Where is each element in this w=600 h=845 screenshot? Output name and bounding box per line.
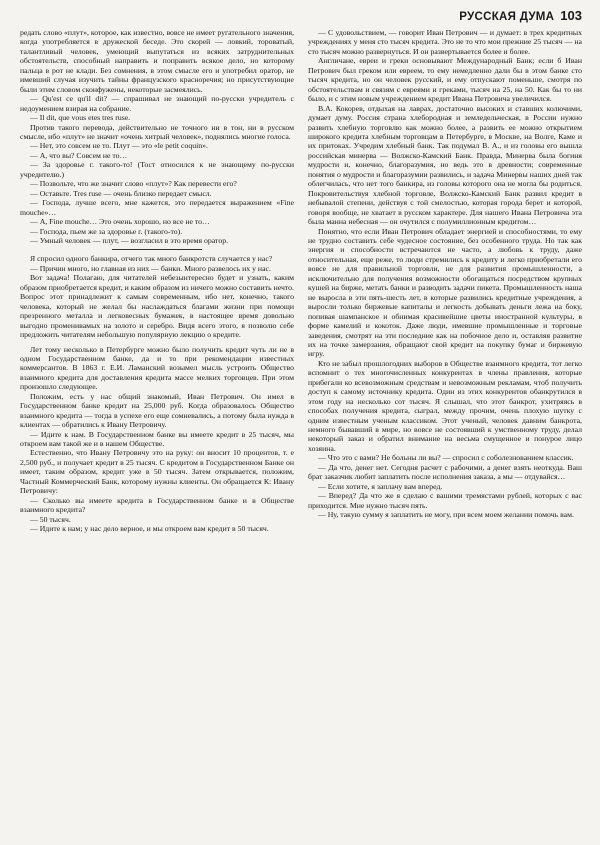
left-column	[20, 28, 294, 837]
paragraph: Лет тому несколько в Петербурге можно было получить кредит чуть ли не в одном Государственном банке, да и то при рекомендации известных коммерсантов. В 1863 г. Е.И. Ламанский возымел мысль устроить Общество взаимного кредита для доставления кредита массе мелких торговцев. При этом произошло следующее.	[20, 344, 294, 392]
paragraph: редать слово «плут», которое, как известно, вовсе не имеет ругательного значения, когда употребляется в дружеской беседе. Это скорей — ловкий, тороватый, талантливый человек, умеющий выпутаться из всяких затруднительных обстоятельств, способный направить и поправить всякое дело, но которому пальца в рот не клади. Без сомнения, в этом смысле его и употребил оратор, не имевший случая изучить тайны французского красноречия; но присутствующие были этим словом сконфужены, некоторые засмеялись.	[20, 28, 294, 94]
paragraph: Кто не забыл прошлогодних выборов в Обществе взаимного кредита, тот легко вспомнит о тех многочисленных конкурентах в члены правления, которые прибегали ко всевозможным средствам и невозможным рекламам, чтоб получить доступ к самому источнику кредита. Один из этих конкурентов обанкрутился в этом году на несколько сот тысяч. Я слышал, что этот банкрот, ухитряясь в способах получения кредита, сыграл, между прочим, очень плохую шутку с одним известным ученым классиком. Этот ученый, человек давним банкрота, немного бывавший в мире, но вовсе не состоявший к умственному труду, делал некоторый заказ и обратил внимание на весьма смущенное и понурое лицо хозяина.	[308, 358, 582, 453]
paragraph: — Если хотите, я заплачу вам вперед.	[318, 481, 443, 491]
right-column	[308, 28, 582, 837]
paragraph: — С удовольствием, — говорит Иван Петрович — и думает: в трех кредитных учреждениях у меня сто тысяч кредита. Это не то что мои прежние 25 тысяч — на сто тысяч можно развернуться. И он развертывается более и более.	[308, 28, 582, 56]
paragraph: — Господа, лучше всего, мне кажется, это передается выражением «Fine mouche»…	[20, 198, 294, 217]
paragraph: Вот задача! Полагаю, для читателей небезынтересно будет и узнать, каким образом приобретается кредит, и каким образом из ничего можно составить нечто. Вопрос этот принадлежит к самым современным, ибо нет, конечно, такого человека, который не желал бы наслаждаться благами жизни при помощи презренного металла и легковесных бумажек, в настоящее время довольно выгодно променивамых на золото и серебро. Видя всего этого, я позволю себе предложить читателям небольшую популярную лекцию о кредите.	[20, 273, 294, 340]
paragraph: — 50 тысяч.	[30, 514, 71, 524]
paragraph: — Qu'est ce qu'il dit? — спрашивал не знающий по-русски учредитель с недоумением взирая на собрание.	[20, 94, 294, 113]
paragraph: В.А. Кокорев, отдыхая на лаврах, достаточно высоких и ставших колючими, думает думу. Россия страна хлебородная и земледельческая, в России нужно развить хлебную торговлю как можно более, а развить ее можно открытием широкого кредита хлебным торговцам в Петербурге, в Москве, на Волге, Каме и их притоках. Учредим хлебный банк. Так подумал В. А., и из головы его вышла российская минерва — Волжско-Камский Банк. Правда, Минерва была богиня мудрости и, конечно, благоразумия, но ведь это в древности; современные понятия о мудрости и благоразумии развились, и задача Минервы наших дней так облегчилась, что нет того банкира, из головы которого она не могла бы родиться. Покровительствуя хлебной торговле, Волжско-Камский Банк развил кредит в небывалой степени, действуя с той смелостью, которая города берет и которой, говоря вообще, не хватает в русском характере. Для нашего Ивана Петровича эта была манна небесная — он очутился с полумиллионным кредитом…	[308, 103, 582, 227]
magazine-title: РУССКАЯ ДУМА	[459, 11, 555, 23]
paragraph: — Умный человек — плут, — возгласил в это время оратор.	[30, 235, 229, 245]
paragraph: — Господа, пьем же за здоровье г. (такого-то).	[30, 226, 183, 236]
paragraph: — Да что, денег нет. Сегодня расчет с рабочими, а денег взять неоткуда. Ваш брат заказчик любит заплатить после исполнения заказа, а мы — отдувайся…	[308, 462, 582, 482]
paragraph: — А, Fine mouche… Это очень хорошо, но все не то…	[30, 217, 210, 227]
paragraph: Я спросил одного банкира, отчего так много банкротств случается у нас?	[30, 254, 273, 264]
paragraph: — Сколько вы имеете кредита в Государственном банке и в Обществе взаимного кредита?	[20, 495, 294, 515]
paragraph: Положим, есть у нас общий знакомый, Иван Петрович. Он имел в Государственном банке кредит на 25,000 руб. Когда образовалось Общество взаимного кредита — тогда в успехе его еще сомневались, а потому была нужда в клиентах — обратились к Ивану Петровичу.	[20, 391, 294, 430]
paragraph: Естественно, что Ивану Петровичу это на руку: он вносит 10 процентов, т. е 2,500 руб., и получает кредит в 25 тысяч. С кредитом в Государственном Банке он имеет, таким образом, кредит уже в 50 тысяч. Затем открывается, положим, Частный Коммерческий Банк, которому нужны клиенты. Он обращается К: Ивану Петровичу:	[20, 448, 294, 496]
paragraph: — Идите к нам; у нас дело верное, и мы откроем вам кредит в 50 тысяч.	[30, 524, 269, 534]
paragraph: — За здоровье г. такого-то! (Тост относился к не знающему по-русски учредителю.)	[20, 160, 294, 179]
page-number: 103	[560, 8, 582, 23]
section-divider	[112, 249, 202, 250]
paragraph: — Il dit, que vous etes tres ruse.	[30, 113, 131, 123]
paragraph: Англичане, евреи и греки основывают Международный Банк; если б Иван Петрович был греком или евреем, то ему немедленно дали бы в этом банке сто тысяч кредита, но он человек русский, и ему отпускают поменьше, смотря по обстоятельствам и связям с евреями и греками, тысяч на 25, на 50. Как бы то ни было, и с этим новым учреждением кредит Ивана Петровича увеличился.	[308, 56, 582, 104]
paragraph: Понятно, что если Иван Петрович обладает энергией и способностями, то ему не трудно составить себе чудесное состояние, без особенного труда. Но так как энергия и способности встречаются не часто, а любовь к труду, даже относительная, еще реже, то люди стремились к кредиту и легко приобретали его вовсе не для правильной торговли, не для развития промышленности, а исключительно для получения возможности обогащаться посредством крупных кушей на бирже, метать банки и разводить задачи пикета. Промышленность наша не выросла в эти пять-шесть лет, в которые развились кредитные учреждения, а выросли только биржевые капиталы и легкость добывать деньги лежа на боку, попивая шампанское и обнимая красивейшие цветы иностранной культуры, в форме камелий и кокоток. Даже люди, имевшие промышленные и торговые заведения, смотрят на эти последние как на побочное дело и, оставляя развитие их на точке замерзания, обращают свой кредит на покупку бумаг и биржевую игру.	[308, 226, 582, 359]
paragraph: — Ну, такую сумму я заплатить не могу, при всем моем желании помочь вам.	[318, 510, 574, 520]
paragraph: — Что это с вами? Не больны ли вы? — спросил с соболезнованием классик.	[318, 453, 574, 463]
paragraph: — А, что вы? Совсем не то…	[30, 150, 128, 160]
paragraph: — Нет, это совсем не то. Плут — это «le petit coquin».	[30, 141, 208, 151]
paragraph: — Идите к нам. В Государственном банке вы имеете кредит в 25 тысяч, мы откроем вам такой же и в нашем Обществе.	[20, 429, 294, 449]
text-columns	[20, 28, 582, 837]
running-header	[20, 8, 582, 24]
paragraph: — Вперед? Да что же я сделаю с вашими тремястами рублей, которых с вас приходится. Мне нужно тысяч пять.	[308, 491, 582, 510]
paragraph: — Позвольте, что же значит слово «плут»? Как перевести его?	[30, 179, 237, 189]
paragraph: — Причин много, но главная из них — банки. Много развелось их у нас.	[30, 263, 271, 273]
paragraph: — Оставьте. Tres ruse — очень близко передает смысл.	[30, 188, 212, 198]
paragraph: Против такого перевода, действительно не точного ни в тон, ни в русском смысле, ибо «плут» не значит «очень хитрый человек», поднялись многие голоса.	[20, 122, 294, 141]
